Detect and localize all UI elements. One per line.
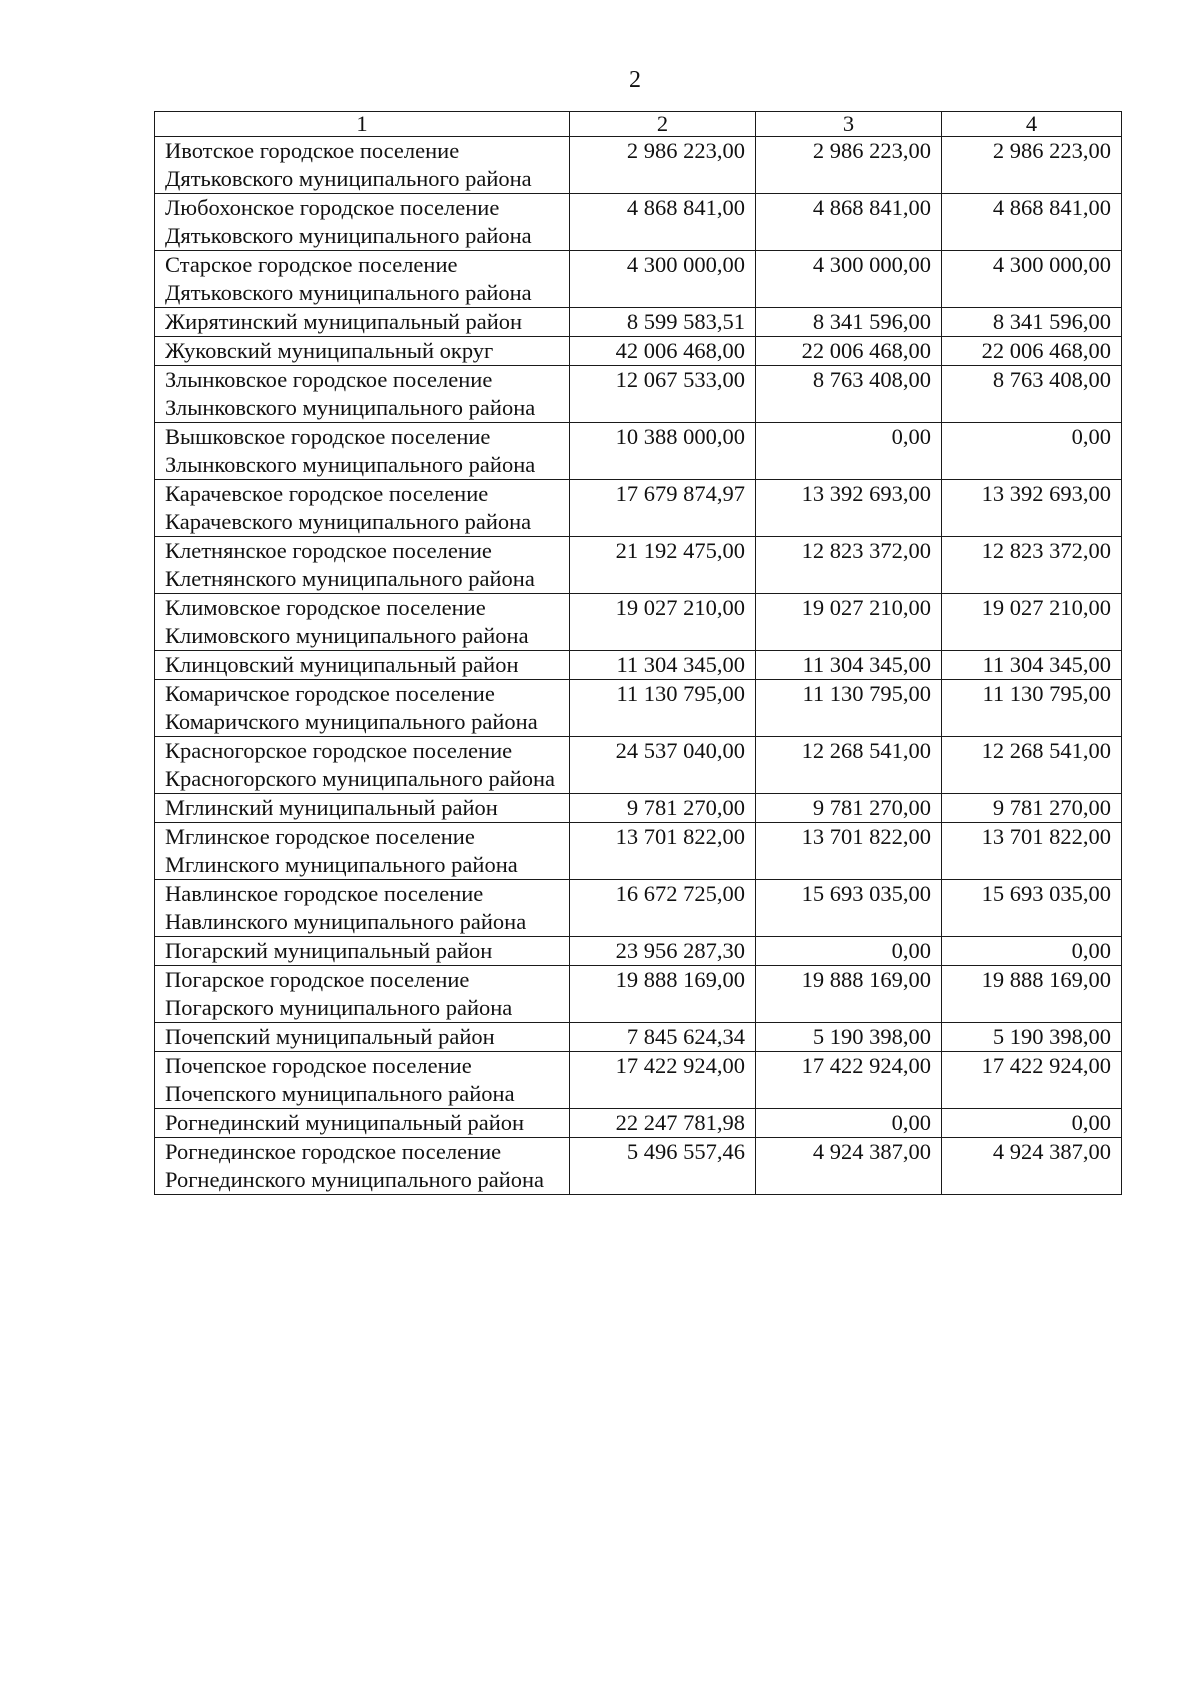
table-row bbox=[155, 537, 1122, 594]
table-row bbox=[155, 194, 1122, 251]
municipality-name-cell: Климовское городское поселение Климовского муниципального района bbox=[155, 594, 570, 651]
municipality-name-cell: Ивотское городское поселение Дятьковского муниципального района bbox=[155, 137, 570, 194]
value-col3-cell: 0,00 bbox=[756, 937, 942, 966]
value-col4-cell: 11 130 795,00 bbox=[942, 680, 1122, 737]
column-header-1: 1 bbox=[155, 112, 570, 137]
table-row bbox=[155, 1109, 1122, 1138]
municipality-name-cell: Почепское городское поселение Почепского муниципального района bbox=[155, 1052, 570, 1109]
value-col3-cell: 0,00 bbox=[756, 423, 942, 480]
municipality-name-cell: Навлинское городское поселение Навлинского муниципального района bbox=[155, 880, 570, 937]
value-col2-cell: 11 304 345,00 bbox=[570, 651, 756, 680]
value-col3-cell: 5 190 398,00 bbox=[756, 1023, 942, 1052]
table-body bbox=[155, 137, 1122, 1195]
value-col3-cell: 8 763 408,00 bbox=[756, 366, 942, 423]
value-col3-cell: 11 304 345,00 bbox=[756, 651, 942, 680]
table-row bbox=[155, 937, 1122, 966]
column-header-2: 2 bbox=[570, 112, 756, 137]
table-row bbox=[155, 594, 1122, 651]
municipality-name-cell: Клетнянское городское поселение Клетнянского муниципального района bbox=[155, 537, 570, 594]
value-col4-cell: 19 027 210,00 bbox=[942, 594, 1122, 651]
value-col4-cell: 15 693 035,00 bbox=[942, 880, 1122, 937]
municipality-name-cell: Клинцовский муниципальный район bbox=[155, 651, 570, 680]
value-col2-cell: 2 986 223,00 bbox=[570, 137, 756, 194]
value-col4-cell: 19 888 169,00 bbox=[942, 966, 1122, 1023]
value-col3-cell: 17 422 924,00 bbox=[756, 1052, 942, 1109]
value-col4-cell: 4 300 000,00 bbox=[942, 251, 1122, 308]
value-col4-cell: 22 006 468,00 bbox=[942, 337, 1122, 366]
municipality-name-cell: Погарское городское поселение Погарского муниципального района bbox=[155, 966, 570, 1023]
budget-table bbox=[154, 111, 1122, 1195]
value-col2-cell: 17 422 924,00 bbox=[570, 1052, 756, 1109]
value-col3-cell: 4 868 841,00 bbox=[756, 194, 942, 251]
value-col4-cell: 9 781 270,00 bbox=[942, 794, 1122, 823]
value-col2-cell: 19 027 210,00 bbox=[570, 594, 756, 651]
value-col2-cell: 42 006 468,00 bbox=[570, 337, 756, 366]
municipality-name-cell: Злынковское городское поселение Злынковского муниципального района bbox=[155, 366, 570, 423]
table-row bbox=[155, 966, 1122, 1023]
municipality-name-cell: Любохонское городское поселение Дятьковского муниципального района bbox=[155, 194, 570, 251]
value-col4-cell: 0,00 bbox=[942, 1109, 1122, 1138]
value-col4-cell: 13 701 822,00 bbox=[942, 823, 1122, 880]
value-col2-cell: 4 300 000,00 bbox=[570, 251, 756, 308]
table-row bbox=[155, 880, 1122, 937]
header-row bbox=[155, 112, 1122, 137]
column-header-3: 3 bbox=[756, 112, 942, 137]
table-row bbox=[155, 423, 1122, 480]
table-row bbox=[155, 366, 1122, 423]
value-col4-cell: 8 341 596,00 bbox=[942, 308, 1122, 337]
page-number: 2 bbox=[629, 67, 641, 93]
table-row bbox=[155, 308, 1122, 337]
table-row bbox=[155, 651, 1122, 680]
value-col3-cell: 8 341 596,00 bbox=[756, 308, 942, 337]
table-row bbox=[155, 480, 1122, 537]
table-row bbox=[155, 251, 1122, 308]
value-col4-cell: 13 392 693,00 bbox=[942, 480, 1122, 537]
value-col2-cell: 9 781 270,00 bbox=[570, 794, 756, 823]
value-col4-cell: 11 304 345,00 bbox=[942, 651, 1122, 680]
value-col4-cell: 4 868 841,00 bbox=[942, 194, 1122, 251]
value-col2-cell: 24 537 040,00 bbox=[570, 737, 756, 794]
value-col2-cell: 10 388 000,00 bbox=[570, 423, 756, 480]
value-col3-cell: 4 924 387,00 bbox=[756, 1138, 942, 1195]
municipality-name-cell: Рогнединское городское поселение Рогнединского муниципального района bbox=[155, 1138, 570, 1195]
value-col3-cell: 12 268 541,00 bbox=[756, 737, 942, 794]
value-col3-cell: 15 693 035,00 bbox=[756, 880, 942, 937]
value-col3-cell: 22 006 468,00 bbox=[756, 337, 942, 366]
value-col2-cell: 8 599 583,51 bbox=[570, 308, 756, 337]
value-col3-cell: 19 888 169,00 bbox=[756, 966, 942, 1023]
value-col3-cell: 12 823 372,00 bbox=[756, 537, 942, 594]
municipality-name-cell: Мглинский муниципальный район bbox=[155, 794, 570, 823]
value-col2-cell: 19 888 169,00 bbox=[570, 966, 756, 1023]
municipality-name-cell: Рогнединский муниципальный район bbox=[155, 1109, 570, 1138]
table-row bbox=[155, 794, 1122, 823]
value-col4-cell: 5 190 398,00 bbox=[942, 1023, 1122, 1052]
table-row bbox=[155, 737, 1122, 794]
value-col2-cell: 12 067 533,00 bbox=[570, 366, 756, 423]
value-col3-cell: 13 392 693,00 bbox=[756, 480, 942, 537]
value-col4-cell: 8 763 408,00 bbox=[942, 366, 1122, 423]
value-col3-cell: 4 300 000,00 bbox=[756, 251, 942, 308]
value-col3-cell: 9 781 270,00 bbox=[756, 794, 942, 823]
value-col3-cell: 13 701 822,00 bbox=[756, 823, 942, 880]
value-col2-cell: 16 672 725,00 bbox=[570, 880, 756, 937]
table-row bbox=[155, 1052, 1122, 1109]
value-col2-cell: 4 868 841,00 bbox=[570, 194, 756, 251]
value-col4-cell: 12 268 541,00 bbox=[942, 737, 1122, 794]
municipality-name-cell: Жирятинский муниципальный район bbox=[155, 308, 570, 337]
value-col2-cell: 7 845 624,34 bbox=[570, 1023, 756, 1052]
municipality-name-cell: Красногорское городское поселение Красногорского муниципального района bbox=[155, 737, 570, 794]
value-col3-cell: 0,00 bbox=[756, 1109, 942, 1138]
table-row bbox=[155, 337, 1122, 366]
value-col2-cell: 21 192 475,00 bbox=[570, 537, 756, 594]
column-header-4: 4 bbox=[942, 112, 1122, 137]
value-col2-cell: 22 247 781,98 bbox=[570, 1109, 756, 1138]
municipality-name-cell: Вышковское городское поселение Злынковского муниципального района bbox=[155, 423, 570, 480]
municipality-name-cell: Карачевское городское поселение Карачевского муниципального района bbox=[155, 480, 570, 537]
municipality-name-cell: Старское городское поселение Дятьковского муниципального района bbox=[155, 251, 570, 308]
value-col2-cell: 17 679 874,97 bbox=[570, 480, 756, 537]
value-col4-cell: 2 986 223,00 bbox=[942, 137, 1122, 194]
municipality-name-cell: Жуковский муниципальный округ bbox=[155, 337, 570, 366]
value-col2-cell: 23 956 287,30 bbox=[570, 937, 756, 966]
value-col3-cell: 11 130 795,00 bbox=[756, 680, 942, 737]
table-row bbox=[155, 680, 1122, 737]
table-row bbox=[155, 1138, 1122, 1195]
value-col3-cell: 19 027 210,00 bbox=[756, 594, 942, 651]
municipality-name-cell: Почепский муниципальный район bbox=[155, 1023, 570, 1052]
municipality-name-cell: Погарский муниципальный район bbox=[155, 937, 570, 966]
municipality-name-cell: Комаричское городское поселение Комаричского муниципального района bbox=[155, 680, 570, 737]
value-col4-cell: 17 422 924,00 bbox=[942, 1052, 1122, 1109]
value-col2-cell: 11 130 795,00 bbox=[570, 680, 756, 737]
table-row bbox=[155, 1023, 1122, 1052]
value-col4-cell: 0,00 bbox=[942, 937, 1122, 966]
value-col3-cell: 2 986 223,00 bbox=[756, 137, 942, 194]
municipality-name-cell: Мглинское городское поселение Мглинского муниципального района bbox=[155, 823, 570, 880]
table-row bbox=[155, 823, 1122, 880]
value-col2-cell: 5 496 557,46 bbox=[570, 1138, 756, 1195]
value-col4-cell: 0,00 bbox=[942, 423, 1122, 480]
table-row bbox=[155, 137, 1122, 194]
value-col4-cell: 4 924 387,00 bbox=[942, 1138, 1122, 1195]
value-col2-cell: 13 701 822,00 bbox=[570, 823, 756, 880]
value-col4-cell: 12 823 372,00 bbox=[942, 537, 1122, 594]
